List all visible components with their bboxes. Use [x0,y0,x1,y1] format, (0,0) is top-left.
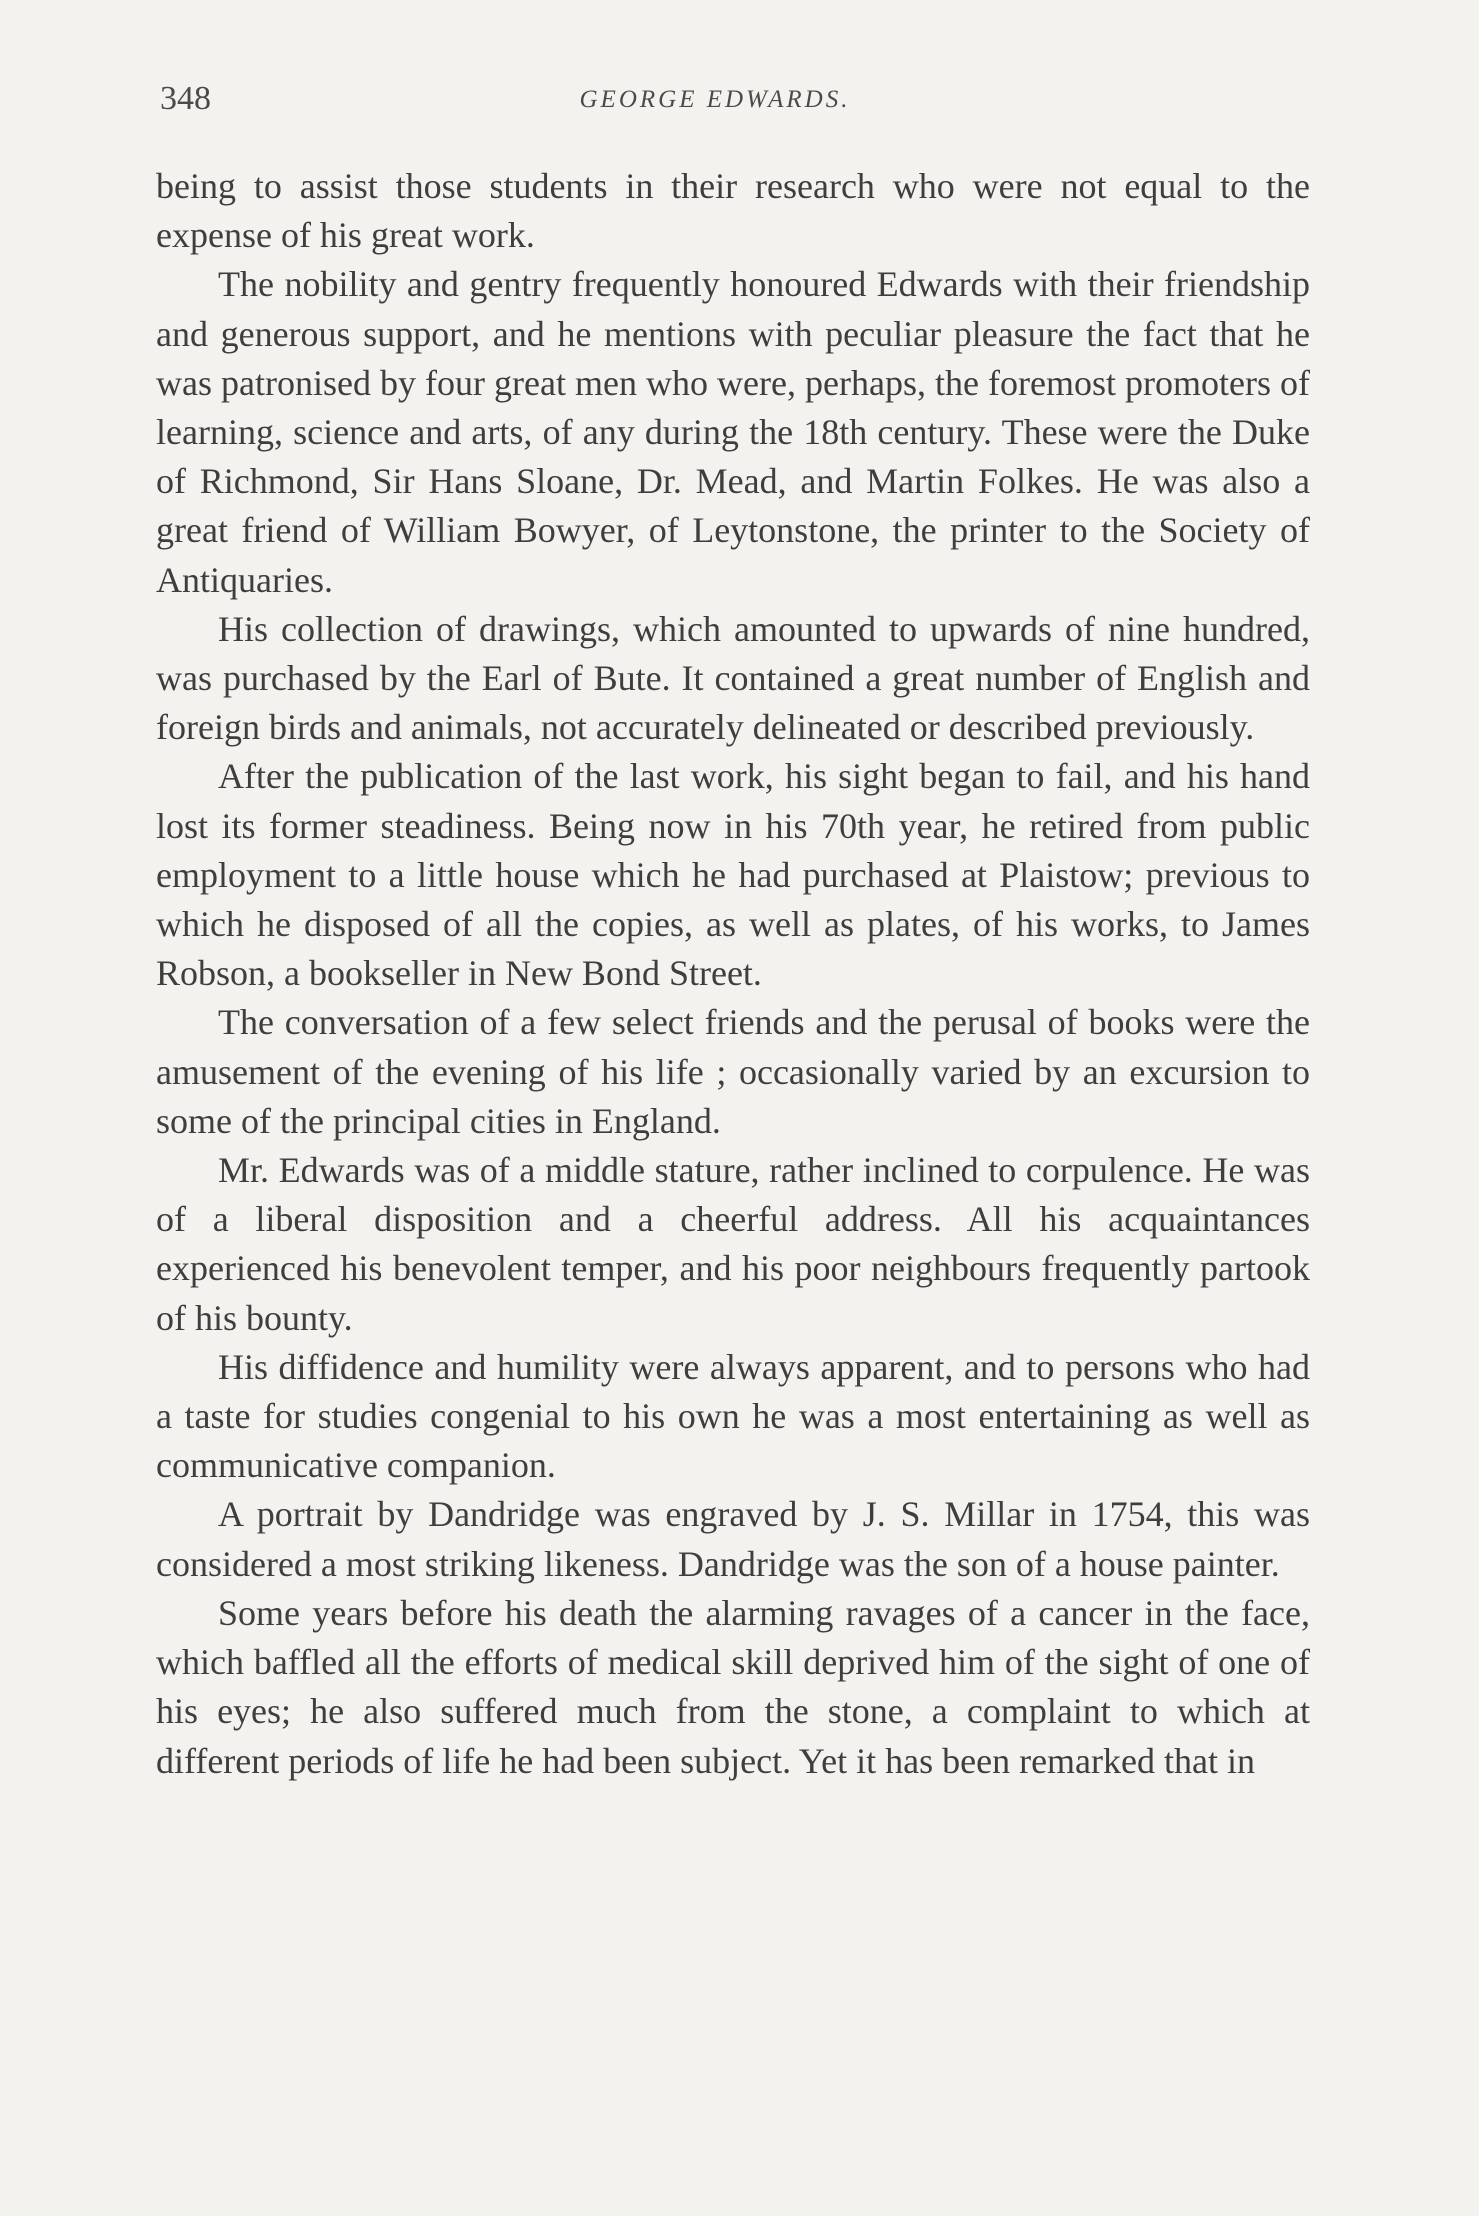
paragraph: After the publication of the last work, his sight began to fail, and his hand lost its former steadiness. Being now in his 70th year, he retired from public employment to a little house which he had purchased at Plaistow; previous to which he disposed of all the copies, as well as plates, of his works, to James Robson, a bookseller in New Bond Street. [156,756,1310,994]
page-number: 348 [160,80,211,117]
paragraph: His diffidence and humility were always apparent, and to persons who had a taste for studies congenial to his own he was a most entertaining as well as communicative companion. [156,1346,1310,1486]
running-head-title: GEORGE EDWARDS. [579,86,851,113]
paragraph: Mr. Edwards was of a middle stature, rather inclined to corpulence. He was of a liberal disposition and a cheerful address. All his acquaintances experienced his benevolent temper, and his poor neighbours frequently partook of his bounty. [156,1150,1310,1338]
paragraph: The conversation of a few select friends and the perusal of books were the amusement of the evening of his life ; occasionally varied by an excursion to some of the principal cities in England. [156,1002,1310,1141]
running-head [160,80,1310,120]
body-text [156,162,1310,1786]
paragraph: Some years before his death the alarming ravages of a cancer in the face, which baffled all the efforts of medical skill deprived him of the sight of one of his eyes; he also suffered much from the stone, a complaint to which at different periods of life he had been subject. Yet it has been remarked that in [156,1592,1310,1781]
paragraph: His collection of drawings, which amounted to upwards of nine hundred, was purchased by the Earl of Bute. It contained a great number of English and foreign birds and animals, not accurately delineated or described previously. [156,608,1310,748]
paragraph: The nobility and gentry frequently honoured Edwards with their friendship and generous support, and he mentions with peculiar pleasure the fact that he was patronised by four great men who were, perhaps, the foremost promoters of learning, science and arts, of any during the 18th century. These were the Duke of Richmond, Sir Hans Sloane, Dr. Mead, and Martin Folkes. He was also a great friend of William Bowyer, of Leytonstone, the printer to the Society of Antiquaries. [156,264,1310,600]
paragraph: A portrait by Dandridge was engraved by J. S. Millar in 1754, this was considered a most striking likeness. Dandridge was the son of a house painter. [156,1494,1310,1584]
paragraph: being to assist those students in their research who were not equal to the expense of his great work. [156,166,1310,256]
